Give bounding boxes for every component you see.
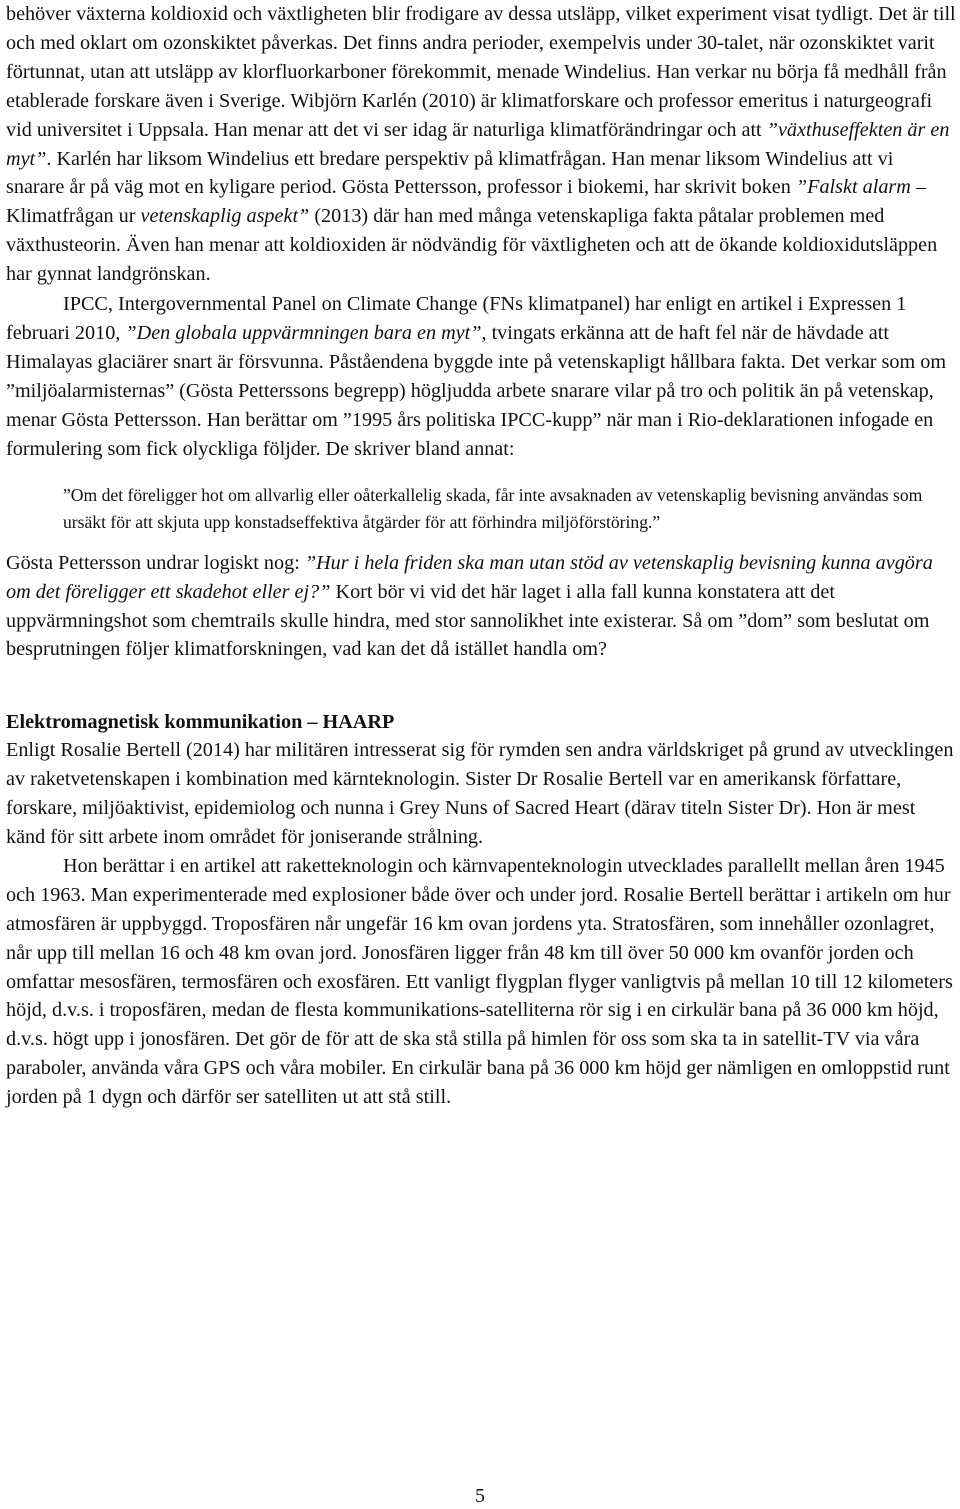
paragraph-ozone-climate: behöver växterna koldioxid och växtligheten blir frodigare av dessa utsläpp, vilket experiment visat tydligt. Det är till och med oklart om ozonskiktet påverkas. Det finns andra perioder, exempelvis under 30-talet, när ozonskiktet varit förtunnat, utan att utsläpp av klorfluorkarboner förekommit, menade Windelius. Han verkar nu börja få medhåll från etablerade forskare även i Sverige. Wibjörn Karlén (2010) är klimatforskare och professor emeritus i naturgeografi vid universitet i Uppsala. Han menar att det vi ser idag är naturliga klimatförändringar och att ”växthuseffekten är en myt”. Karlén har liksom Windelius ett bredare perspektiv på klimatfrågan. Han menar liksom Windelius att vi snarare år på väg mot en kyligare period. Gösta Pettersson, professor i biokemi, har skrivit boken ”Falskt alarm – Klimatfrågan ur vetenskaplig aspekt” (2013) där han med många vetenskapliga fakta påtalar problemen med växthusteorin. Även han menar att koldioxiden är nödvändig för växtligheten och att de ökande koldioxidutsläppen har gynnat landgrönskan. — [6, 3, 956, 286]
paragraph-bertell-intro: Enligt Rosalie Bertell (2014) har militären intresserat sig för rymden sen andra världskriget på grund av utvecklingen av raketvetenskapen i kombination med kärnteknologin. Sister Dr Rosalie Bertell var en amerikansk författare, forskare, miljöaktivist, epidemiolog och nunna i Grey Nuns of Sacred Heart (därav titeln Sister Dr). Hon är mest känd för sitt arbete inom området för joniserande strålning. — [6, 739, 954, 849]
emphasis-expressen-headline: ”Den globala uppvärmningen bara en myt” — [125, 321, 482, 344]
book-title-falskt-alarm: ”Falskt alarm — [795, 176, 911, 199]
emphasis-quote-myth: ”växthuseffekten är en myt” — [6, 118, 950, 170]
page-number: 5 — [475, 1485, 485, 1507]
paragraph-logical-question: Gösta Pettersson undrar logiskt nog: ”Hur i hela friden ska man utan stöd av vetenskaplig bevisning kunna avgöra om det föreligger ett skadehot eller ej?” Kort bör vi vid det här laget i alla fall kunna konstatera att det uppvärmningshot som chemtrails skulle hindra, med stor sannolikhet inte existerar. Så om ”dom” som beslutat om besprutningen följer klimatforskningen, vad kan det då istället handla om? — [6, 551, 933, 661]
document-page — [6, 0, 956, 1112]
emphasis-question: ”Hur i hela friden ska man utan stöd av vetenskaplig bevisning kunna avgöra om det föreligger ett skadehot eller ej?” — [6, 551, 933, 603]
block-quote-rio-declaration: ”Om det föreligger hot om allvarlig eller oåterkallelig skada, får inte avsaknaden av vetenskaplig bevisning användas som ursäkt för att skjuta upp konstadseffektiva åtgärder för att förhindra miljöförstöring.” — [63, 484, 923, 533]
paragraph-ipcc: IPCC, Intergovernmental Panel on Climate Change (FNs klimatpanel) har enligt en artikel i Expressen 1 februari 2010, ”Den globala uppvärmningen bara en myt”, tvingats erkänna att de haft fel när de hävdade att Himalayas glaciärer snart är försvunna. Påståendena byggde inte på vetenskapligt hållbara fakta. Det verkar som om ”miljöalarmisternas” (Gösta Petterssons begrepp) högljudda arbete snarare vilar på tro och politik än på vetenskap, menar Gösta Pettersson. Han berättar om ”1995 års politiska IPCC-kupp” när man i Rio-deklarationen infogade en formulering som fick olyckliga följder. De skriver bland annat: — [6, 293, 947, 460]
section-heading: Elektromagnetisk kommunikation – HAARP — [6, 711, 395, 734]
book-subtitle: vetenskaplig aspekt” — [140, 205, 310, 228]
paragraph-atmosphere: Hon berättar i en artikel att raketteknologin och kärnvapenteknologin utvecklades parallellt mellan åren 1945 och 1963. Man experimenterade med explosioner både över och under jord. Rosalie Bertell berättar i artikeln om hur atmosfären är uppbyggd. Troposfären når ungefär 16 km ovan jordens yta. Stratosfären, som innehåller ozonlagret, når upp till mellan 16 och 48 km ovan jord. Jonosfären ligger från 48 km till över 50 000 km ovanför jorden och omfattar mesosfären, termosfären och exosfären. Ett vanligt flygplan flyger vanligtvis på mellan 10 till 12 kilometers höjd, d.v.s. i troposfären, medan de flesta kommunikations-satelliterna rör sig i en cirkulär bana på 36 000 km höjd, d.v.s. högt upp i jonosfären. Det gör de för att de ska stå stilla på himlen för oss som ska ta in satellit-TV via våra paraboler, använda våra GPS och våra mobiler. En cirkulär bana på 36 000 km höjd ger nämligen en omloppstid runt jorden på 1 dygn och därför ser satelliten ut att stå still. — [6, 854, 953, 1109]
